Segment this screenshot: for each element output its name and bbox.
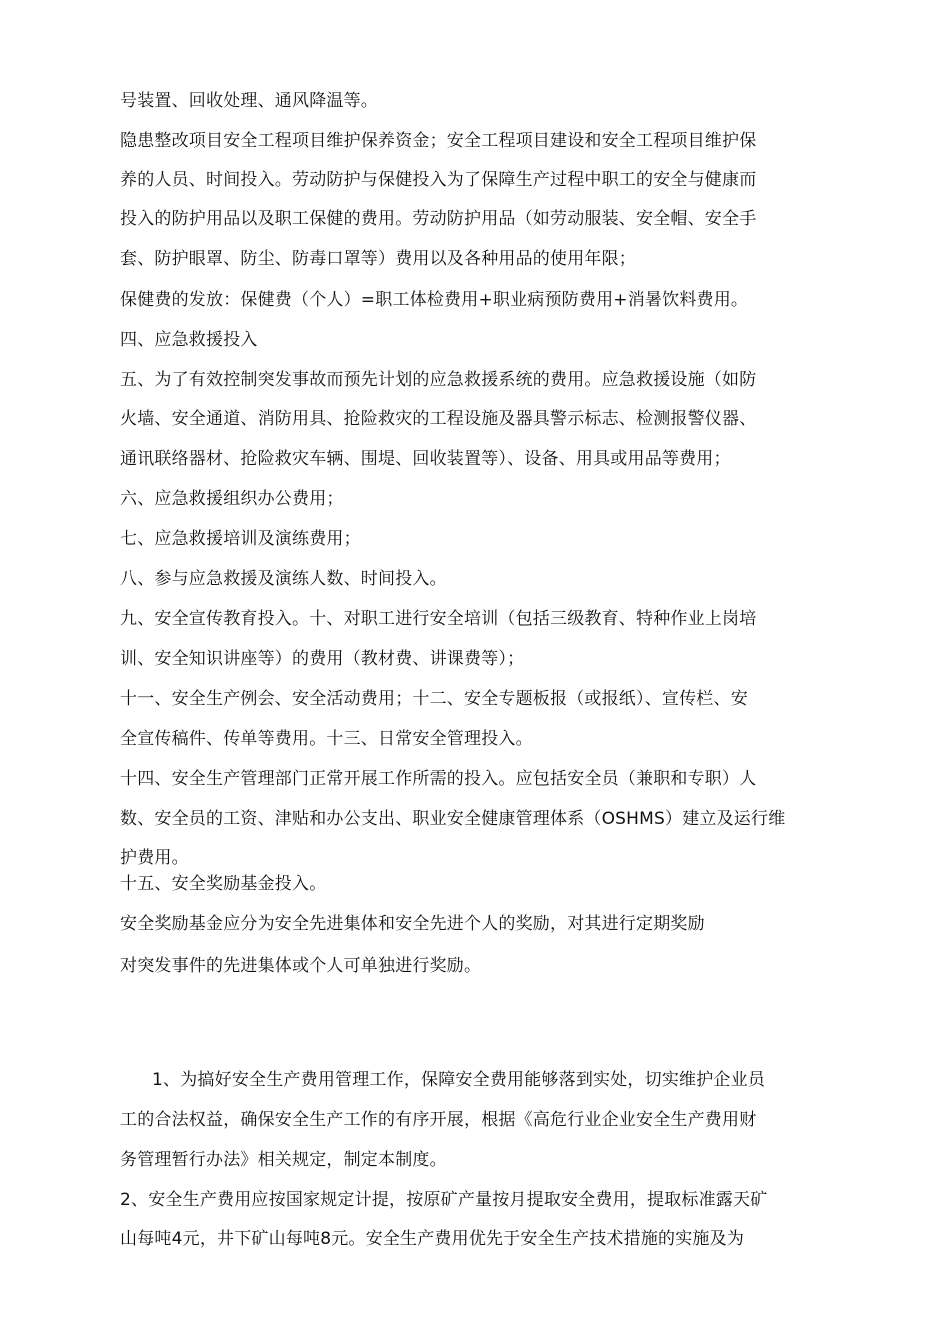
text-line: 隐患整改项目安全工程项目维护保养资金；安全工程项目建设和安全工程项目维护保	[120, 131, 757, 151]
text-line: 务管理暂行办法》相关规定，制定本制度。	[120, 1150, 447, 1170]
text-line: 保健费的发放：保健费（个人）=职工体检费用+职业病预防费用+消暑饮料费用。	[120, 290, 749, 310]
text-line: 八、参与应急救援及演练人数、时间投入。	[120, 569, 447, 589]
text-line: 十四、安全生产管理部门正常开展工作所需的投入。应包括安全员（兼职和专职）人	[120, 769, 757, 789]
text-line: 工的合法权益，确保安全生产工作的有序开展，根据《高危行业企业安全生产费用财	[120, 1110, 757, 1130]
text-line: 训、安全知识讲座等）的费用（教材费、讲课费等）；	[120, 649, 525, 669]
text-line: 套、防护眼罩、防尘、防毒口罩等）费用以及各种用品的使用年限；	[120, 249, 636, 269]
text-line: 护费用。	[120, 848, 189, 868]
text-line: 对突发事件的先进集体或个人可单独进行奖励。	[120, 956, 482, 976]
text-line: 全宣传稿件、传单等费用。十三、日常安全管理投入。	[120, 729, 533, 749]
section-heading: 四、应急救援投入	[120, 330, 258, 350]
text-line: 山每吨4元，井下矿山每吨8元。安全生产费用优先于安全生产技术措施的实施及为	[120, 1229, 745, 1249]
text-line: 数、安全员的工资、津贴和办公支出、职业安全健康管理体系（OSHMS）建立及运行维	[120, 809, 786, 829]
text-line: 通讯联络器材、抢险救灾车辆、围堤、回收装置等）、设备、用具或用品等费用；	[120, 449, 731, 469]
text-line: 2、安全生产费用应按国家规定计提，按原矿产量按月提取安全费用，提取标准露天矿	[120, 1190, 768, 1210]
text-line: 六、应急救援组织办公费用；	[120, 489, 344, 509]
text-line: 十五、安全奖励基金投入。	[120, 874, 327, 894]
text-line: 火墙、安全通道、消防用具、抢险救灾的工程设施及器具警示标志、检测报警仪器、	[120, 409, 757, 429]
text-line: 五、为了有效控制突发事故而预先计划的应急救援系统的费用。应急救援设施（如防	[120, 370, 757, 390]
text-line: 1、为搞好安全生产费用管理工作，保障安全费用能够落到实处，切实维护企业员	[152, 1070, 766, 1090]
text-line: 养的人员、时间投入。劳动防护与保健投入为了保障生产过程中职工的安全与健康而	[120, 170, 757, 190]
text-line: 十一、安全生产例会、安全活动费用；十二、安全专题板报（或报纸）、宣传栏、安	[120, 689, 748, 709]
text-line: 九、安全宣传教育投入。十、对职工进行安全培训（包括三级教育、特种作业上岗培	[120, 609, 757, 629]
text-line: 安全奖励基金应分为安全先进集体和安全先进个人的奖励，对其进行定期奖励	[120, 914, 705, 934]
text-line: 投入的防护用品以及职工保健的费用。劳动防护用品（如劳动服装、安全帽、安全手	[120, 209, 757, 229]
text-line: 号装置、回收处理、通风降温等。	[120, 91, 378, 111]
text-line: 七、应急救援培训及演练费用；	[120, 529, 361, 549]
